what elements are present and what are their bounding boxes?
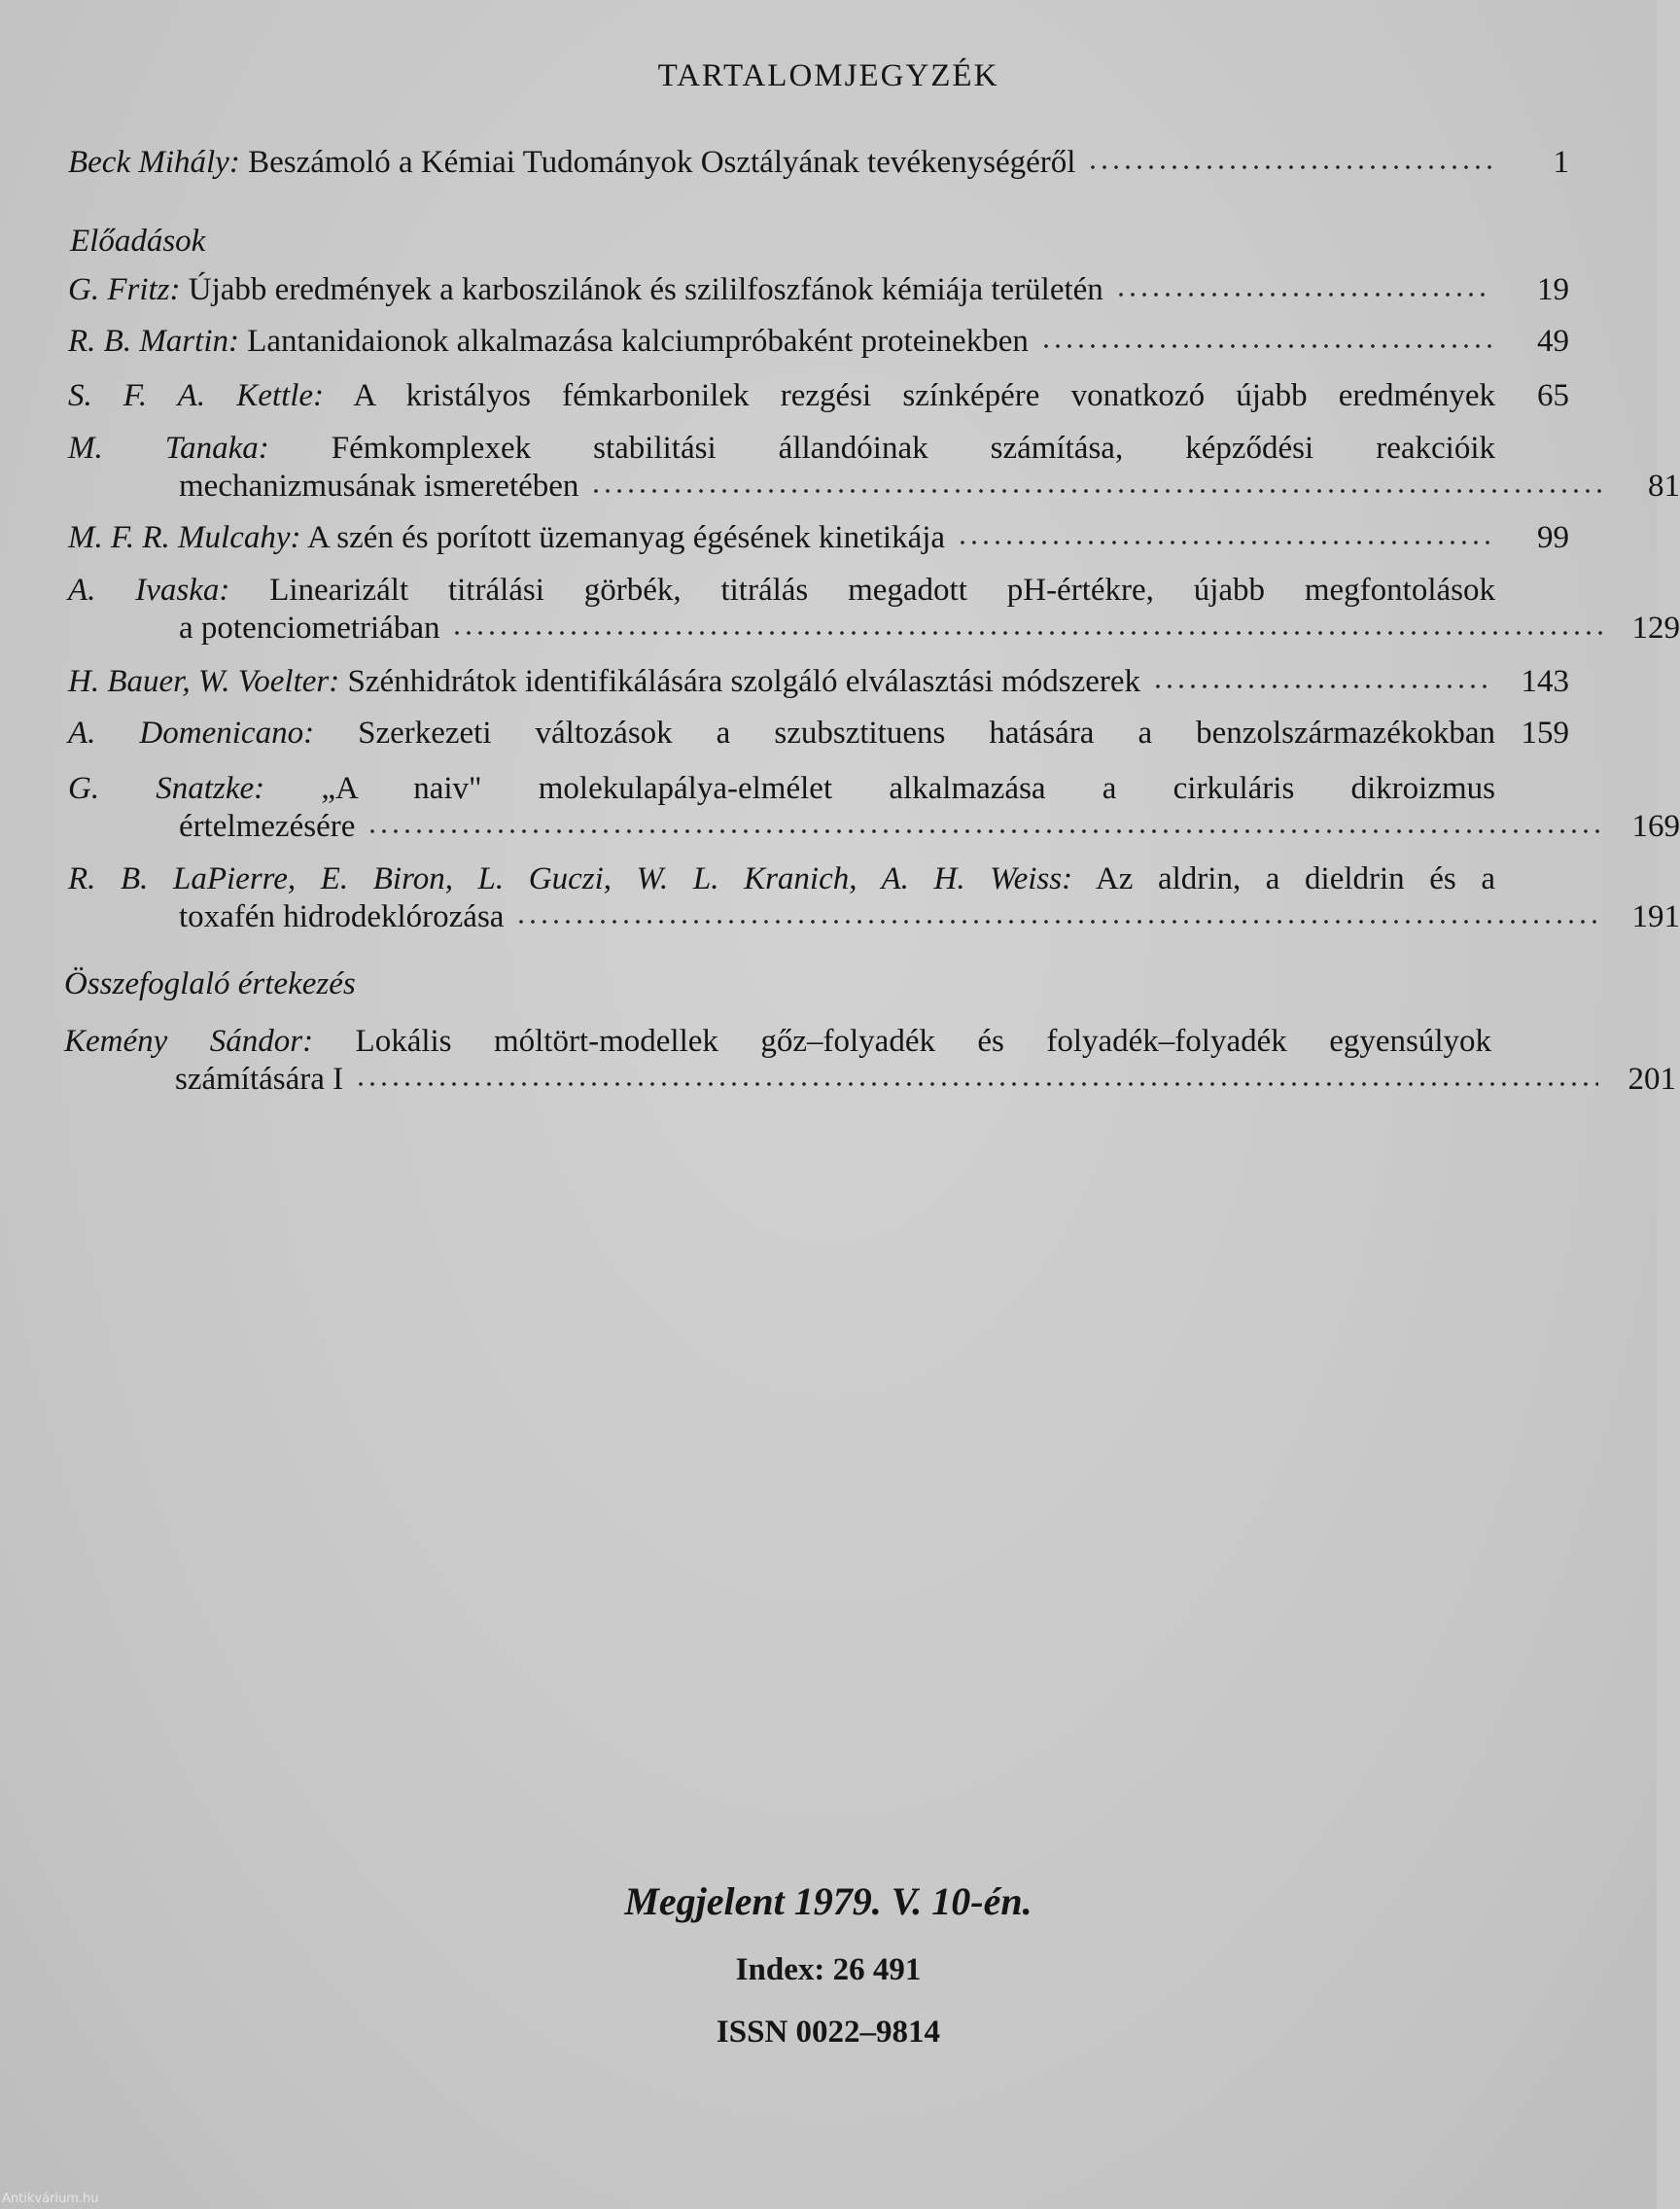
toc-entry — [68, 715, 1569, 753]
entry-title: Szénhidrátok identifikálására szolgáló elválasztási módszerek — [347, 664, 1141, 699]
section-heading-lectures: Előadások — [70, 224, 206, 259]
entry-page: 19 — [1537, 272, 1569, 307]
page-title: TARTALOMJEGYZÉK — [657, 58, 999, 93]
toc-entry-review — [64, 1023, 1676, 1099]
entry-title-continued: a potenciometriában — [179, 611, 440, 646]
index-number: Index: 26 491 — [735, 1952, 922, 1987]
entry-page: 201 — [1628, 1062, 1676, 1097]
entry-title: Fémkomplexek stabilitási állandóinak számítása, képződési reakcióik — [331, 431, 1496, 466]
entry-page: 169 — [1631, 809, 1680, 844]
dot-leader — [1040, 341, 1491, 351]
toc-entry — [68, 572, 1680, 648]
toc-entry — [68, 663, 1569, 701]
section-heading-review: Összefoglaló értekezés — [64, 966, 356, 1001]
dot-leader — [1115, 290, 1491, 299]
entry-author: S. F. A. Kettle: — [68, 378, 325, 413]
entry-title: Szerkezeti változások a szubsztituens hatására a benzolszármazékokban — [358, 716, 1496, 751]
entry-title: Újabb eredmények a karboszilánok és szililfoszfánok kémiája területén — [188, 272, 1103, 307]
entry-page: 65 — [1537, 378, 1569, 413]
toc-entry — [68, 519, 1569, 557]
dot-leader — [957, 538, 1491, 547]
dot-leader — [515, 917, 1602, 927]
entry-author: A. Domenicano: — [68, 716, 315, 751]
entry-title-continued: értelmezésére — [179, 809, 356, 844]
toc-entry — [68, 323, 1569, 361]
toc-entry — [68, 271, 1569, 309]
entry-title: A kristályos fémkarbonilek rezgési színképére vonatkozó újabb eredmények — [353, 378, 1495, 413]
publication-date: Megjelent 1979. V. 10-én. — [624, 1879, 1032, 1923]
dot-leader — [1152, 682, 1491, 691]
entry-title: Az aldrin, a dieldrin és a — [1095, 861, 1495, 896]
dot-leader — [590, 486, 1602, 496]
entry-author: G. Snatzke: — [68, 771, 265, 806]
entry-author: G. Fritz: — [68, 272, 181, 307]
watermark: Antikvárium.hu — [2, 2191, 99, 2206]
entry-title: A szén és porított üzemanyag égésének kinetikája — [306, 520, 946, 555]
entry-title: „A naiv" molekulapálya-elmélet alkalmazása a cirkuláris dikroizmus — [321, 771, 1495, 806]
toc-entry — [68, 770, 1680, 846]
entry-title-continued: számítására I — [175, 1062, 344, 1097]
entry-author: R. B. LaPierre, E. Biron, L. Guczi, W. L. Kranich, A. H. Weiss: — [68, 861, 1073, 896]
entry-page: 159 — [1521, 716, 1569, 751]
dot-leader — [367, 826, 1602, 836]
entry-author: M. Tanaka: — [68, 431, 269, 466]
toc-entry — [68, 860, 1680, 936]
entry-title-continued: mechanizmusának ismeretében — [179, 469, 579, 504]
entry-author: H. Bauer, W. Voelter: — [68, 664, 340, 699]
entry-page: 81 — [1648, 469, 1680, 504]
entry-page: 191 — [1631, 899, 1680, 934]
toc-entry-intro — [68, 144, 1569, 182]
entry-author: A. Ivaska: — [68, 573, 230, 608]
entry-author: Beck Mihály: — [68, 145, 240, 180]
dot-leader — [1087, 162, 1491, 172]
entry-author: M. F. R. Mulcahy: — [68, 520, 301, 555]
entry-page: 99 — [1537, 520, 1569, 555]
entry-page: 129 — [1631, 611, 1680, 646]
entry-title: Lantanidaionok alkalmazása kalciumpróbaként proteinekben — [247, 324, 1029, 359]
entry-page: 143 — [1521, 664, 1569, 699]
toc-entry — [68, 430, 1680, 506]
issn-number: ISSN 0022–9814 — [716, 2015, 941, 2050]
entry-page: 49 — [1537, 324, 1569, 359]
dot-leader — [355, 1079, 1598, 1089]
entry-title: Linearizált titrálási görbék, titrálás megadott pH-értékre, újabb megfontolások — [269, 573, 1496, 608]
entry-author: R. B. Martin: — [68, 324, 239, 359]
entry-page: 1 — [1553, 145, 1569, 180]
entry-title: Beszámoló a Kémiai Tudományok Osztályának tevékenységéről — [248, 145, 1076, 180]
entry-author: Kemény Sándor: — [64, 1024, 314, 1059]
entry-title: Lokális móltört-modellek gőz–folyadék és folyadék–folyadék egyensúlyok — [355, 1024, 1492, 1059]
entry-title-continued: toxafén hidrodeklórozása — [179, 899, 505, 934]
dot-leader — [451, 628, 1602, 638]
toc-entry — [68, 377, 1569, 415]
